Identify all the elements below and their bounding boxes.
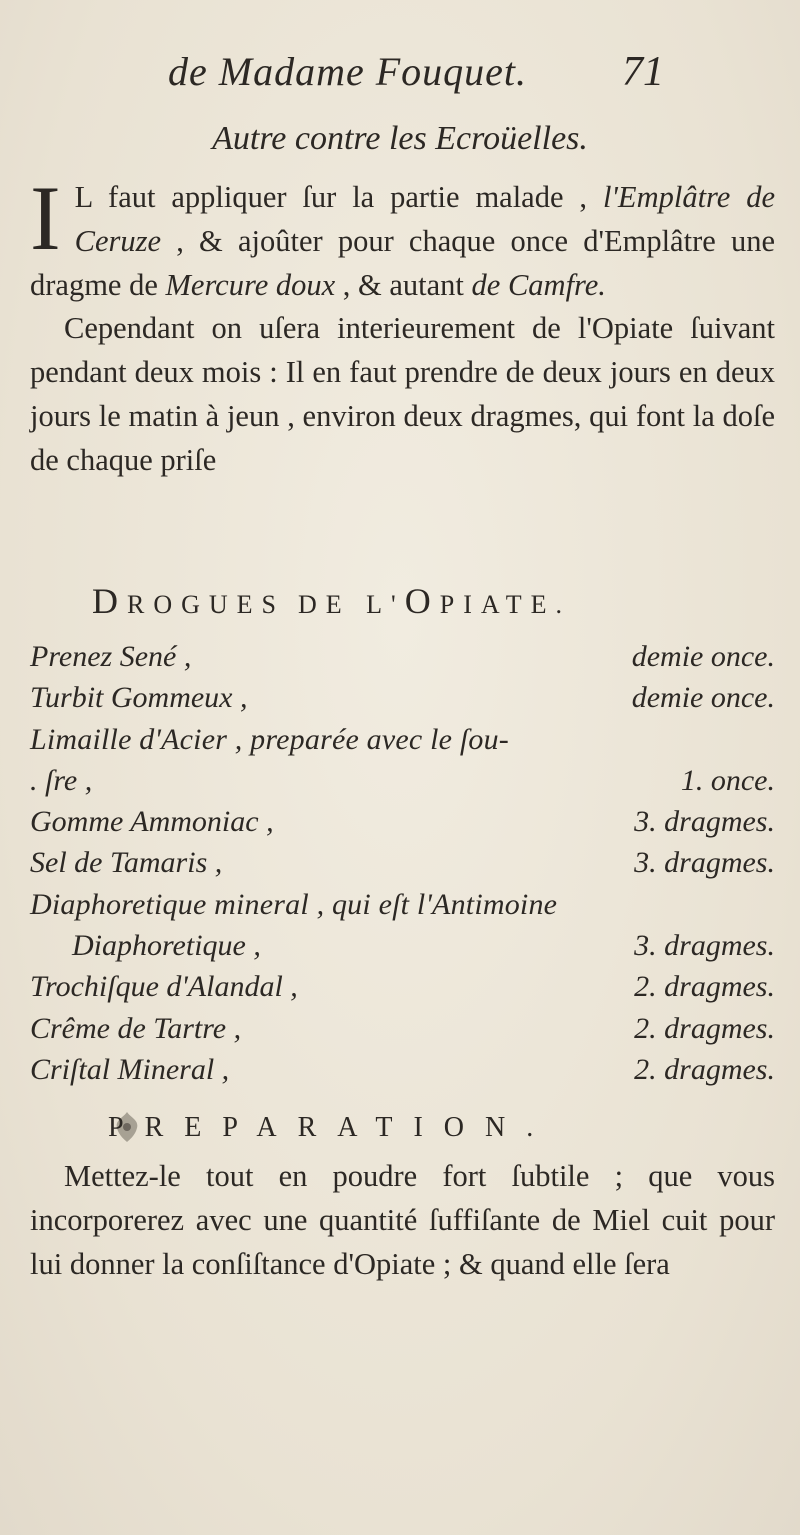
ingredient-name: Sel de Tamaris ,: [30, 846, 223, 880]
body-text: [30, 167, 775, 483]
list-item: [30, 970, 775, 1011]
preparation-paragraph: Mettez-le tout en poudre fort ſubtile ; que vous incorporerez avec une quantité ſuffiſante de Miel cuit pour lui donner la conſiſtance d'Opiate ; & quand elle ſera: [30, 1159, 775, 1281]
list-item: [30, 640, 775, 681]
list-item: [30, 846, 775, 887]
ingredient-quantity: 1. once.: [680, 763, 775, 797]
heading-cap-o: O: [404, 581, 440, 621]
list-item: [30, 681, 775, 722]
ingredient-quantity: 3. dragmes.: [634, 846, 775, 880]
heading-cap-d: D: [92, 581, 127, 621]
list-item: [30, 929, 775, 970]
ingredient-name: . ſre ,: [30, 763, 93, 797]
heading-de-l: DE L': [298, 590, 405, 619]
p1-text-1: L faut appliquer ſur la partie malade ,: [74, 180, 603, 214]
ingredient-name: Trochiſque d'Alandal ,: [30, 970, 298, 1004]
list-item: [30, 805, 775, 846]
ingredient-quantity: 3. dragmes.: [634, 805, 775, 839]
ingredient-quantity: 2. dragmes.: [634, 1011, 775, 1045]
ingredient-quantity: 2. dragmes.: [634, 970, 775, 1004]
ingredient-name: Diaphoretique ,: [72, 929, 261, 963]
heading-rogues: ROGUES: [127, 590, 286, 619]
list-item: [30, 888, 775, 929]
list-item: [30, 1053, 775, 1094]
ingredient-name: Crême de Tartre ,: [30, 1011, 242, 1045]
drogues-heading: [92, 580, 571, 622]
page-number: 71: [622, 49, 664, 95]
preparation-heading: PREPARATION.: [108, 1112, 555, 1143]
ingredient-quantity: demie once.: [631, 681, 775, 715]
ingredient-name: Criſtal Mineral ,: [30, 1052, 230, 1086]
ingredient-quantity: demie once.: [631, 640, 775, 673]
p1-text-2: , & ajoûter pour chaque once d'Emplâtre une dragme de: [30, 223, 775, 302]
heading-piate: PIATE.: [439, 590, 572, 619]
ingredient-list: [30, 640, 775, 1094]
p1-text-3: , & autant: [335, 267, 472, 302]
section-title: Autre contre les Ecroüelles.: [212, 120, 588, 157]
preparation-text: [30, 1155, 775, 1286]
p1-italic-emplatre: l'Emplâtre de Ceruze: [74, 180, 775, 258]
drop-cap: I: [30, 167, 61, 269]
p1-italic-mercure: Mercure doux: [165, 267, 336, 302]
paragraph-2: Cependant on uſera interieurement de l'Opiate ſuivant pendant deux mois : Il en faut prendre de deux jours en deux jours le matin à jeun , environ deux dragmes, qui font la doſe de chaque priſe: [30, 311, 775, 477]
ingredient-name: Turbit Gommeux ,: [30, 681, 248, 715]
ingredient-name: Gomme Ammoniac ,: [30, 805, 274, 839]
ingredient-quantity: 3. dragmes.: [634, 929, 775, 963]
ingredient-name: Limaille d'Acier , preparée avec le ſou-: [30, 722, 509, 756]
list-item: [30, 764, 775, 805]
ingredient-name: Prenez Sené ,: [30, 640, 192, 673]
p1-italic-camfre: de Camfre.: [471, 267, 606, 302]
paragraph-1: [30, 167, 775, 307]
page-header: [0, 48, 800, 108]
running-title: de Madame Fouquet.: [168, 49, 528, 94]
list-item: [30, 1012, 775, 1053]
list-item: [30, 723, 775, 764]
ingredient-name: Diaphoretique mineral , qui eſt l'Antimoine: [30, 887, 558, 921]
ingredient-quantity: 2. dragmes.: [634, 1052, 775, 1086]
